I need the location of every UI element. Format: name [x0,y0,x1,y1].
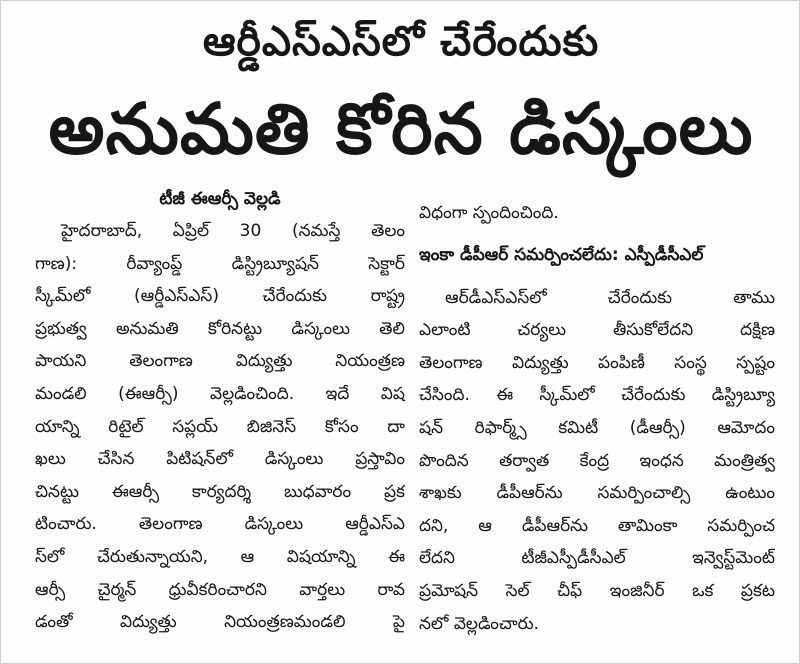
left-column [35,187,405,639]
body-line: పాయని తెలంగాణ విద్యుత్తు నియంత్రణ [35,351,405,372]
body-line: హైదరాబాద్, ఏప్రిల్ 30 (నమస్తే తెలం [61,221,405,241]
kicker-headline: ఆర్డీఎస్ఎస్‌లో చేరేందుకు [202,17,600,65]
body-line: చేసింది. ఈ స్కీమ్‌లో చేరేందుకు డిస్ట్రిబ్యూ [419,385,775,406]
body-line: ప్రభుత్వ అనుమతి కోరినట్టు డిస్కంలు తెలి [35,318,405,339]
body-line: ఆర్‌డీఎస్ఎస్‌లో చేరేందుకు తాము [445,287,775,308]
body-line: డంతో విద్యుత్తు నియంత్రణమండలి పై [35,612,405,633]
body-line: తెలంగాణ విద్యుత్తు పంపిణీ సంస్థ స్పష్టం [419,352,775,373]
body-line: లేదని టీజీఎస్పీడీసీఎల్ ఇన్వెస్ట్‌మెంట్ [419,548,775,569]
body-line: దని, ఆ డీపీఆర్‌ను తామింకా సమర్పించ [419,515,775,536]
body-line: శాఖకు డీపీఆర్‌ను సమర్పించాల్సి ఉంటుం [419,483,775,504]
body-line-continued: విధంగా స్పందించింది. [419,203,559,223]
body-line: స్కీమ్‌లో (ఆర్డీఎస్ఎస్) చేరేందుకు రాష్ట్ర [35,286,405,307]
body-line: ఆర్సీ చైర్మన్ ధ్రువీకరించారని వార్తలు రావ [35,579,405,600]
body-line: మండలి (ఈఆర్సీ) వెల్లడించింది. ఇదే విష [35,383,405,404]
byline: టీజీ ఈఆర్సీ వెల్లడి [159,189,281,209]
body-line: షన్ రిఫార్మ్స్ కమిటీ (డీఆర్సీ) ఆమోదం [419,417,775,438]
subheading: ఇంకా డీపీఆర్ సమర్పించలేదు: ఎస్పీడీసీఎల్ [419,244,704,265]
body-line: పొందిన తర్వాత కేంద్ర ఇంధన మంత్రిత్వ [419,450,775,471]
body-line: ఖలు చేసిన పిటిషన్‌లో డిస్కంలు ప్రస్తావిం [35,449,405,470]
body-line: ఎలాంటి చర్యలు తీసుకోలేదని దక్షిణ [419,320,775,341]
main-headline: అనుమతి కోరిన డిస్కంలు [48,88,754,170]
right-column [419,197,775,640]
body-line: టించారు. తెలంగాణ డిస్కంలు ఆర్డీఎస్ఎ [35,514,405,535]
body-line: చినట్టు ఈఆర్సీ కార్యదర్శి బుధవారం ప్రక [35,481,405,502]
body-line: నలో వెల్లడించారు. [419,613,540,634]
body-line: యాన్ని రిటైల్ సప్లయ్ బిజినెస్ కోసం దా [35,416,405,437]
body-line: ప్రమోషన్ సెల్ చీఫ్ ఇంజినీర్ ఒక ప్రకట [419,580,775,601]
body-line: స్‌లో చేరుతున్నాయని, ఆ విషయాన్ని ఈ [35,546,405,567]
body-line: గాణ): రీవ్యాంప్డ్ డిస్ట్రిబ్యూషన్ సెక్టార్ [35,253,405,274]
